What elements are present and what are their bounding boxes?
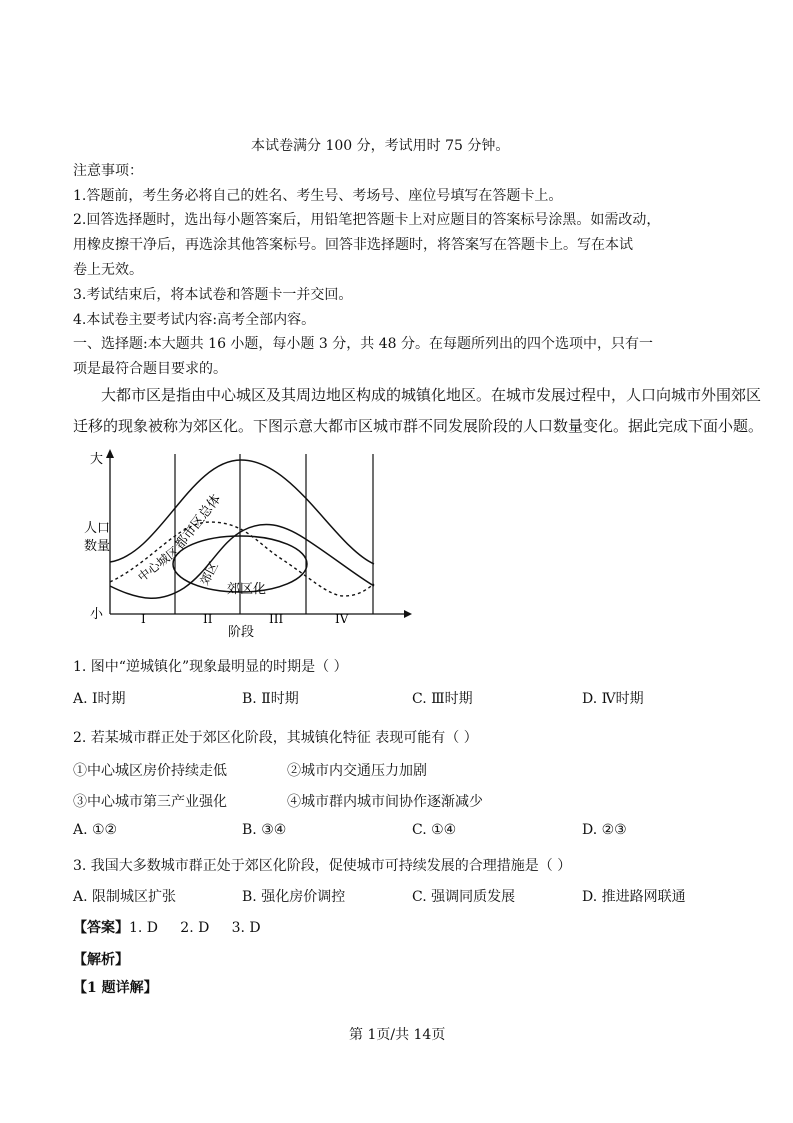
stage-label-1: I (141, 612, 146, 626)
exam-info: 本试卷满分 100 分，考试用时 75 分钟。 (251, 138, 510, 154)
notes-item-2-line-2: 用橡皮擦干净后，再选涂其他答案标号。回答非选择题时，将答案写在答题卡上。写在本试 (73, 237, 633, 253)
notes-item-1: 1.答题前，考生务必将自己的姓名、考生号、考场号、座位号填写在答题卡上。 (73, 188, 563, 204)
y-axis-top-label: 大 (90, 452, 104, 467)
y-axis-bottom-label: 小 (90, 607, 104, 622)
question-1-stem: 1. 图中“逆城镇化”现象最明显的时期是（ ） (73, 659, 348, 675)
total-population-curve (110, 460, 374, 564)
question-2-option-a[interactable]: A. ①② (73, 822, 118, 838)
stage-label-2: II (203, 612, 213, 626)
question-2-option-d[interactable]: D. ②③ (582, 822, 627, 838)
question-3-option-a[interactable]: A. 限制城区扩张 (73, 889, 177, 905)
question-2-stem: 2. 若某城市群正处于郊区化阶段，其城镇化特征 表现可能有（ ） (73, 730, 478, 746)
answer-values: 1. D 2. D 3. D (129, 920, 261, 936)
y-axis-arrow (106, 449, 114, 458)
answer-line (73, 917, 261, 937)
analysis-detail-1: 【1 题详解】 (73, 980, 158, 996)
section-instruction-line-2: 项是最符合题目要求的。 (73, 361, 227, 377)
question-2-statement-2: ②城市内交通压力加剧 (287, 763, 427, 779)
question-1-option-b[interactable]: B. Ⅱ时期 (242, 691, 299, 707)
x-axis-arrow (404, 610, 412, 618)
answer-label: 【答案】 (73, 920, 129, 936)
suburb-curve-label: 郊区 (197, 559, 221, 588)
question-1-option-a[interactable]: A. Ⅰ时期 (73, 691, 126, 707)
suburbanization-label: 郊区化 (227, 582, 267, 597)
notes-item-4: 4.本试卷主要考试内容:高考全部内容。 (73, 312, 316, 328)
question-2-option-c[interactable]: C. ①④ (412, 822, 457, 838)
passage-line-2: 迁移的现象被称为郊区化。下图示意大都市区城市群不同发展阶段的人口数量变化。据此完成下面小题。 (73, 417, 764, 435)
y-axis-label-line-1: 人口 (84, 521, 111, 536)
y-axis-label-line-2: 数量 (84, 539, 111, 554)
page-number: 第 1页/共 14页 (349, 1027, 446, 1043)
question-3-option-b[interactable]: B. 强化房价调控 (242, 889, 346, 905)
question-3-stem: 3. 我国大多数城市群正处于郊区化阶段，促使城市可持续发展的合理措施是（ ） (73, 858, 572, 874)
population-stage-diagram (82, 446, 412, 646)
section-instruction-line-1: 一、选择题:本大题共 16 小题，每小题 3 分，共 48 分。在每题所列出的四个选项中，只有一 (73, 336, 653, 352)
notes-title: 注意事项： (73, 163, 143, 179)
passage-line-1: 大都市区是指由中心城区及其周边地区构成的城镇化地区。在城市发展过程中，人口向城市外围郊区 (101, 386, 762, 404)
question-2-statement-4: ④城市群内城市间协作逐渐减少 (287, 794, 483, 810)
stage-label-3: III (269, 612, 284, 626)
center-curve-label: 中心城区 (135, 543, 182, 585)
x-axis-label: 阶段 (228, 625, 255, 640)
question-1-option-c[interactable]: C. Ⅲ时期 (412, 691, 473, 707)
notes-item-2-line-3: 卷上无效。 (73, 262, 143, 278)
notes-item-3: 3.考试结束后，将本试卷和答题卡一并交回。 (73, 287, 353, 303)
question-3-option-c[interactable]: C. 强调同质发展 (412, 889, 516, 905)
analysis-label: 【解析】 (73, 952, 129, 968)
question-1-option-d[interactable]: D. Ⅳ时期 (582, 691, 644, 707)
stage-label-4: IV (335, 612, 349, 626)
question-3-option-d[interactable]: D. 推进路网联通 (582, 889, 686, 905)
question-2-statement-1: ①中心城区房价持续走低 (73, 763, 227, 779)
total-curve-label: 都市区总体 (172, 491, 225, 553)
notes-item-2-line-1: 2.回答选择题时，选出每小题答案后，用铅笔把答题卡上对应题目的答案标号涂黑。如需改动， (73, 212, 661, 228)
question-2-option-b[interactable]: B. ③④ (242, 822, 287, 838)
question-2-statement-3: ③中心城市第三产业强化 (73, 794, 227, 810)
